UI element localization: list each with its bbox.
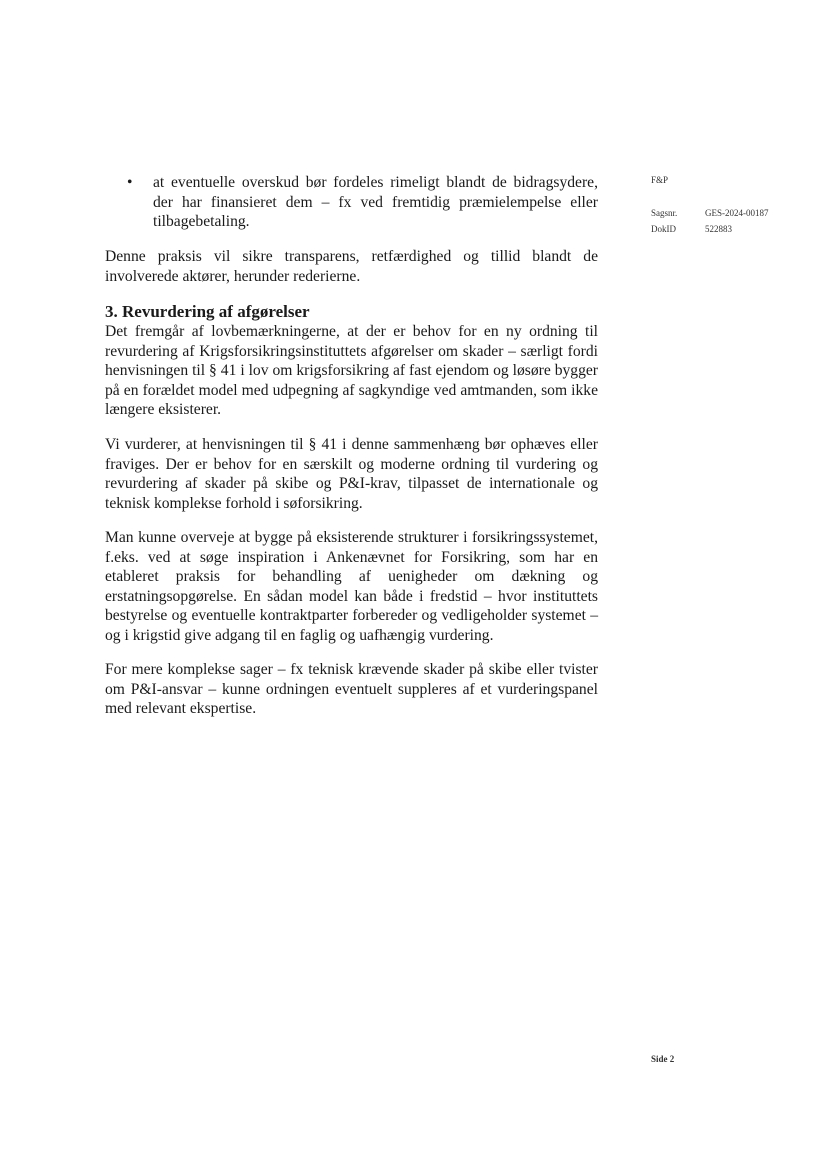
section-heading: 3. Revurdering af afgørelser bbox=[105, 302, 310, 321]
paragraph-assessment bbox=[105, 435, 598, 513]
document-id-value: 522883 bbox=[705, 224, 732, 234]
bullet-item bbox=[127, 173, 598, 232]
page-number: Side 2 bbox=[651, 1054, 675, 1064]
document-id-label: DokID bbox=[651, 224, 676, 234]
paragraph-text: Det fremgår af lovbemærkningerne, at der er behov for en ny ordning til revurdering af Krigsforsikringsinstituttets afgørelser om skader – særligt fordi henvisningen til § 41 i lov om krigsforsikring af fast ejendom og løsøre bygger på en forældet model med udpegning af sagkyndige ved amtmanden, som ikke længere eksisterer. bbox=[105, 323, 598, 419]
paragraph-complex-cases bbox=[105, 660, 598, 719]
paragraph-existing-structures bbox=[105, 528, 598, 646]
paragraph-text: Man kunne overveje at bygge på eksisterende strukturer i forsikringssystemet, f.eks. ved at søge inspiration i Ankenævnet for Forsikring, som har en etableret praksis for behandling af uenigheder om dækning og erstatningsopgørelse. En sådan model kan både i fredstid – hvor instituttets bestyrelse og eventuelle kontraktparter forbereder og vedligeholder systemet – og i krigstid give adgang til en faglig og uafhængig vurdering. bbox=[105, 529, 598, 644]
paragraph-text: Denne praksis vil sikre transparens, retfærdighed og tillid blandt de involverede aktører, herunder rederierne. bbox=[105, 248, 598, 285]
paragraph-text: For mere komplekse sager – fx teknisk krævende skader på skibe eller tvister om P&I-ansvar – kunne ordningen eventuelt suppleres af et vurderingspanel med relevant ekspertise. bbox=[105, 661, 598, 718]
paragraph-revision-need bbox=[105, 322, 598, 420]
paragraph-text: Vi vurderer, at henvisningen til § 41 i denne sammenhæng bør ophæves eller fraviges. Der er behov for en særskilt og moderne ordning til vurdering og revurdering af skader på skibe og P&I-krav, tilpasset de internationale og teknisk komplekse forhold i søforsikring. bbox=[105, 436, 598, 512]
case-number-value: GES-2024-00187 bbox=[705, 208, 769, 218]
bullet-text: at eventuelle overskud bør fordeles rimeligt blandt de bidragsydere, der har finansieret dem – fx ved fremtidig præmielempelse eller tilbagebetaling. bbox=[153, 174, 598, 231]
bullet-icon: • bbox=[127, 174, 133, 191]
organization-label: F&P bbox=[651, 175, 669, 185]
paragraph-transparency bbox=[105, 247, 598, 286]
case-number-label: Sagsnr. bbox=[651, 208, 678, 218]
